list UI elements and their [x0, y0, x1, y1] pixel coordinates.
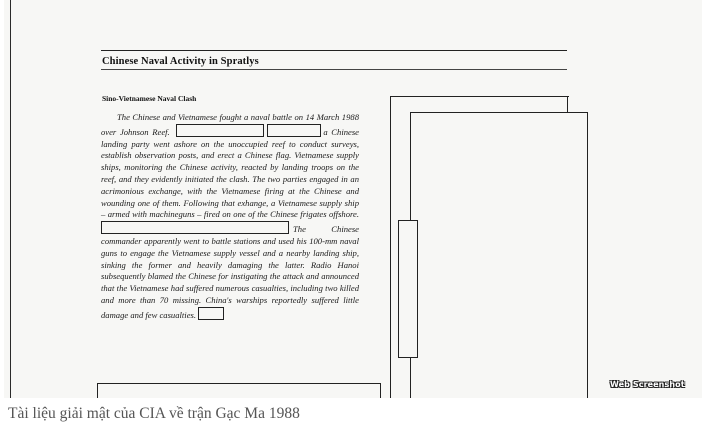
redaction-frame-small [398, 220, 418, 358]
title-bottom-rule [101, 69, 567, 70]
redaction-box [267, 124, 321, 137]
web-screenshot-watermark: Web Screenshot [610, 380, 685, 389]
redaction-frame-bottom [97, 383, 381, 398]
document-subheading: Sino-Vietnamese Naval Clash [102, 94, 197, 103]
title-top-rule [101, 50, 567, 51]
redaction-frame-outer-edge [567, 96, 568, 112]
redaction-box [101, 221, 289, 234]
image-caption: Tài liệu giải mật của CIA về trận Gạc Ma 1988 [8, 405, 300, 422]
redaction-box [176, 124, 264, 137]
scan-margin-line [10, 0, 11, 398]
redaction-box [198, 307, 224, 320]
document-title: Chinese Naval Activity in Spratlys [102, 56, 259, 67]
body-sentence-3: The Chinese commander apparently went to battle stations and used his 100-mm naval guns to engage the Vietnamese supply vessel and a nearby landing ship, sinking the former and heavily damaging the latter. Radio Hanoi subsequently blamed the Chinese for instigating the attack and announced that the Vietnamese had suffered numerous casualties, including two killed and more than 70 missing. China's warships reportedly suffered little damage and few casualties. [101, 224, 359, 320]
redaction-frame-inner [410, 112, 588, 398]
body-sentence-2: a Chinese landing party went ashore on the unoccupied reef to conduct surveys, establish observation posts, and erect a Chinese flag. Vietnamese supply ships, monitoring the Chinese activity, reacted by landing troops on the reef, and they evidently initiated the clash. The two parties engaged in an acrimonious exchange, with the Vietnamese firing at the Chinese and wounding one of them. Following that exhange, a Vietnamese supply ship – armed with machineguns – fired on one of the Chinese frigates offshore. [101, 126, 359, 220]
document-scan [4, 0, 702, 398]
body-sentence-1: The Chinese and Vietnamese fought a naval battle on 14 March 1988 over Johnson Reef. [101, 112, 359, 137]
document-body [101, 112, 359, 322]
